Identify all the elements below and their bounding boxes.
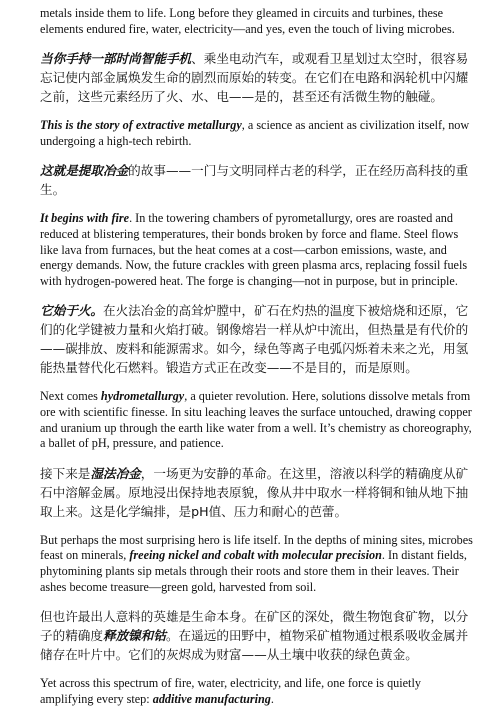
emphasis-text: hydrometallurgy xyxy=(100,389,185,404)
text: 在火法冶金的高耸炉膛中，矿石在灼热的温度下被焙烧和还原，它们的化学键被力量和火焰打破。钢像熔岩一样从炉中流出，但热量是有代价的——碳排放、废料和能源需求。如今，绿色等离子电弧闪烁着未来之光，用氢能热量替代化石燃料。锻造方式正在改变——不是目的，而是原则。 xyxy=(40,303,469,376)
emphasis-text: 释放镍和钴 xyxy=(102,628,166,644)
emphasis-text: It begins with fire xyxy=(40,211,130,226)
emphasis-text: 当你手持一部时尚智能手机 xyxy=(40,51,192,67)
paragraph-hydro-zh xyxy=(40,464,476,521)
text: , a science as ancient as civilization itself, now undergoing a high-tech rebirth. xyxy=(40,118,470,148)
text: 但也许最出人意料的英雄是生命本身。在矿区的深处，微生物饱食矿物，以分子的精确度 xyxy=(40,609,469,644)
text: But perhaps the most surprising hero is life itself. In the depths of mining sites, microbes feast on minerals, xyxy=(40,532,473,563)
emphasis-text: 湿法冶金 xyxy=(90,465,141,481)
emphasis-text: This is the story of extractive metallurgy xyxy=(40,118,242,133)
text: . In distant fields, phytomining plants sip metals through their roots and store them in their leaves. Their ashes become treasure—green gold, harvested from soil. xyxy=(40,548,467,594)
paragraph-intro-en xyxy=(40,6,476,37)
emphasis-text: 这就是提取冶金 xyxy=(40,163,129,179)
text: 的故事——一门与文明同样古老的科学，正在经历高科技的重生。 xyxy=(40,163,469,198)
emphasis-text: additive manufacturing xyxy=(152,691,271,706)
paragraph-story-zh xyxy=(40,161,476,199)
text: ，一场更为安静的革命。在这里，溶液以科学的精确度从矿石中溶解金属。原地浸出保持地表原貌，像从井中取水一样将铜和铀从地下抽取上来。这是化学编排，是pH值、压力和耐心的芭蕾。 xyxy=(40,465,469,519)
paragraph-bio-zh xyxy=(40,607,476,664)
emphasis-text: 它始于火。 xyxy=(40,303,103,319)
text: metals inside them to life. Long before they gleamed in circuits and turbines, these elements endured fire, water, electricity—and yes, even the touch of living microbes. xyxy=(40,6,455,36)
paragraph-intro-zh xyxy=(40,49,476,106)
emphasis-text: freeing nickel and cobalt with molecular precision xyxy=(129,548,382,563)
text: . In the towering chambers of pyrometallurgy, ores are roasted and reduced at blistering temperatures, their bonds broken by force and flame. Steel flows like lava from furnaces, but the heat comes at a cost—carbon emissions, waste, and energy demands. Now, the future crackles with green plasma arcs, replacing fossil fuels with hydrogen-powered heat. The forge is changing—not in purpose, but in principle. xyxy=(40,211,468,288)
text: , a quieter revolution. Here, solutions dissolve metals from ore with scientific finesse. In situ leaching leaves the surface untouched, drawing copper and uranium up through the earth like water from a well. It’s chemistry as choreography, a ballet of pH, pressure, and patience. xyxy=(40,389,472,451)
paragraph-hydro-en xyxy=(40,389,476,451)
text: . xyxy=(270,691,274,706)
text: 。在遥远的田野中，植物采矿植物通过根系吸收金属并储存在叶片中。它们的灰烬成为财富——从土壤中收获的绿色黄金。 xyxy=(40,628,469,663)
paragraph-additive-en xyxy=(40,676,476,707)
paragraph-story-en xyxy=(40,118,476,149)
text: 接下来是 xyxy=(40,465,91,481)
paragraph-fire-zh xyxy=(40,301,476,377)
text: Yet across this spectrum of fire, water, electricity, and life, one force is quietly amplifying every step: xyxy=(40,676,421,706)
paragraph-bio-en xyxy=(40,533,476,595)
text: 、乘坐电动汽车，或观看卫星划过太空时，很容易忘记使内部金属焕发生命的剧烈而原始的转变。在它们在电路和涡轮机中闪耀之前，这些元素经历了火、水、电——是的，甚至还有活微生物的触碰。 xyxy=(40,51,469,105)
text: Next comes xyxy=(40,389,101,404)
paragraph-fire-en xyxy=(40,211,476,289)
